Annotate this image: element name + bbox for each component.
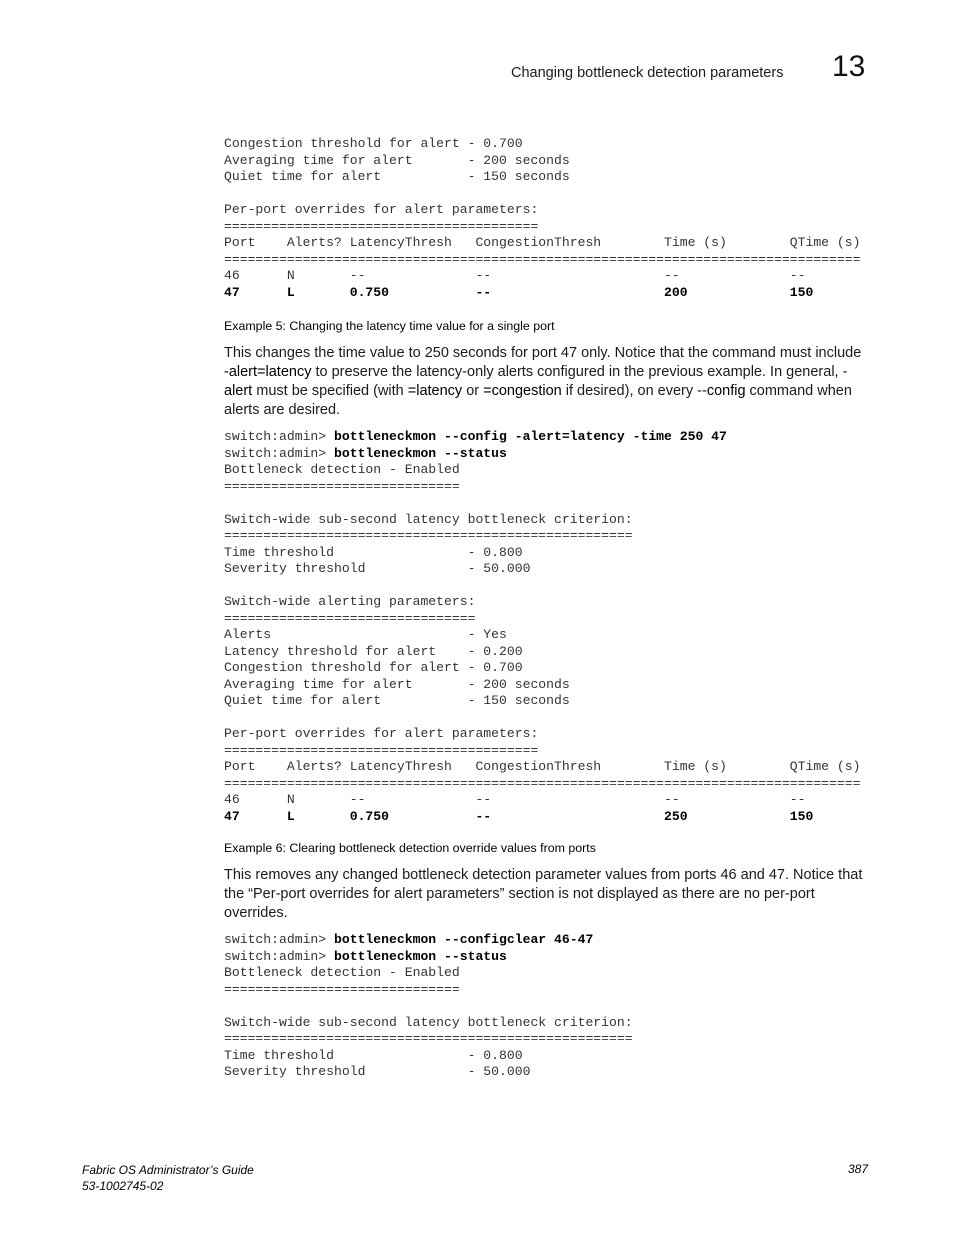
code-line: ==================================================== xyxy=(224,528,633,543)
code-line: Bottleneck detection - Enabled xyxy=(224,965,460,980)
footer-doc-info xyxy=(82,1162,254,1194)
code-line: Quiet time for alert - 150 seconds xyxy=(224,693,570,708)
code-line: Time threshold - 0.800 xyxy=(224,1047,523,1063)
code-line: Severity threshold - 50.000 xyxy=(224,561,531,576)
code-line xyxy=(224,578,860,595)
code-line: 46 N -- -- -- -- xyxy=(224,792,806,807)
code-line xyxy=(224,710,860,727)
example6-heading: Example 6: Clearing bottleneck detection override values from ports xyxy=(224,841,596,855)
code-bold-text: 47 L 0.750 -- 200 150 xyxy=(224,284,814,300)
code-line-bold xyxy=(224,809,860,826)
command-line xyxy=(224,429,860,446)
keyword-congestion: =congestion xyxy=(483,383,562,399)
paragraph-text: or xyxy=(462,383,484,399)
code-line: ================================ xyxy=(224,610,476,626)
code-bold-text: 47 L 0.750 -- 250 150 xyxy=(224,808,814,824)
command: bottleneckmon --configclear 46-47 xyxy=(334,932,594,947)
command-line xyxy=(224,446,860,463)
code-line: Congestion threshold for alert - 0.700 xyxy=(224,136,523,151)
code-line xyxy=(224,998,633,1015)
code-line: Averaging time for alert - 200 seconds xyxy=(224,676,570,692)
code-line: Port Alerts? LatencyThresh CongestionThresh Time (s) QTime (s) xyxy=(224,759,861,774)
paragraph-text: command when alerts are desired. xyxy=(224,383,852,418)
keyword-latency: =latency xyxy=(407,383,463,399)
guide-title: Fabric OS Administrator’s Guide xyxy=(82,1163,254,1177)
code-line-bold xyxy=(224,285,860,302)
code-line xyxy=(224,186,860,203)
code-line: Congestion threshold for alert - 0.700 xyxy=(224,660,523,675)
keyword-config: config xyxy=(706,383,746,399)
command: bottleneckmon --config -alert=latency -time 250 47 xyxy=(334,429,727,444)
chapter-number: 13 xyxy=(832,50,866,83)
page-number: 387 xyxy=(848,1162,869,1176)
code-line: Quiet time for alert - 150 seconds xyxy=(224,169,570,184)
prompt: switch:admin> xyxy=(224,932,335,947)
code-line: Severity threshold - 50.000 xyxy=(224,1064,531,1079)
command: bottleneckmon --status xyxy=(334,445,507,461)
code-line: ================================================================================= xyxy=(224,251,861,267)
command-line xyxy=(224,932,633,949)
code-line: 46 N -- -- -- -- xyxy=(224,268,806,283)
doc-number: 53-1002745-02 xyxy=(82,1179,164,1193)
code-line: Bottleneck detection - Enabled xyxy=(224,462,460,477)
paragraph-text: must be specified (with xyxy=(252,383,408,399)
code-line: ================================================================================= xyxy=(224,775,861,791)
code-block-example6 xyxy=(224,932,633,1081)
paragraph-text: to preserve the latency-only alerts configured in the previous example. In general, - xyxy=(311,364,848,380)
code-line: Averaging time for alert - 200 seconds xyxy=(224,152,570,168)
keyword-alert: alert xyxy=(224,383,253,399)
code-line: Switch-wide sub-second latency bottleneck criterion: xyxy=(224,511,633,527)
example6-paragraph: This removes any changed bottleneck detection parameter values from ports 46 and 47. Notice that the “Per-port overrides for alert parameters” section is not displayed as there are no per-port overrides. xyxy=(224,867,863,921)
running-header-title: Changing bottleneck detection parameters xyxy=(511,65,784,81)
code-line: Latency threshold for alert - 0.200 xyxy=(224,643,523,659)
command: bottleneckmon --status xyxy=(334,948,507,964)
code-line: Alerts - Yes xyxy=(224,627,507,642)
keyword-alert-latency: -alert=latency xyxy=(224,364,312,380)
code-line: Switch-wide alerting parameters: xyxy=(224,594,476,609)
code-line: Per-port overrides for alert parameters: xyxy=(224,726,539,741)
example5-paragraph xyxy=(224,344,864,420)
code-line: ============================== xyxy=(224,981,460,997)
prompt: switch:admin> xyxy=(224,445,335,461)
prompt: switch:admin> xyxy=(224,948,335,964)
code-line: Per-port overrides for alert parameters: xyxy=(224,202,539,217)
paragraph-text: This changes the time value to 250 seconds for port 47 only. Notice that the command must include xyxy=(224,345,862,361)
code-line: ======================================== xyxy=(224,742,539,758)
command-line xyxy=(224,949,633,966)
code-block-top xyxy=(224,136,860,301)
example5-heading: Example 5: Changing the latency time value for a single port xyxy=(224,319,555,333)
code-line: Time threshold - 0.800 xyxy=(224,544,523,560)
paragraph-text: if desired), on every -- xyxy=(561,383,707,399)
code-line xyxy=(224,495,860,512)
code-line: Port Alerts? LatencyThresh CongestionThresh Time (s) QTime (s) xyxy=(224,235,861,250)
code-line: ======================================== xyxy=(224,218,539,234)
code-line: ============================== xyxy=(224,478,460,494)
code-block-example5 xyxy=(224,429,860,825)
prompt: switch:admin> xyxy=(224,429,335,444)
code-line: ==================================================== xyxy=(224,1031,633,1046)
code-line: Switch-wide sub-second latency bottleneck criterion: xyxy=(224,1014,633,1030)
